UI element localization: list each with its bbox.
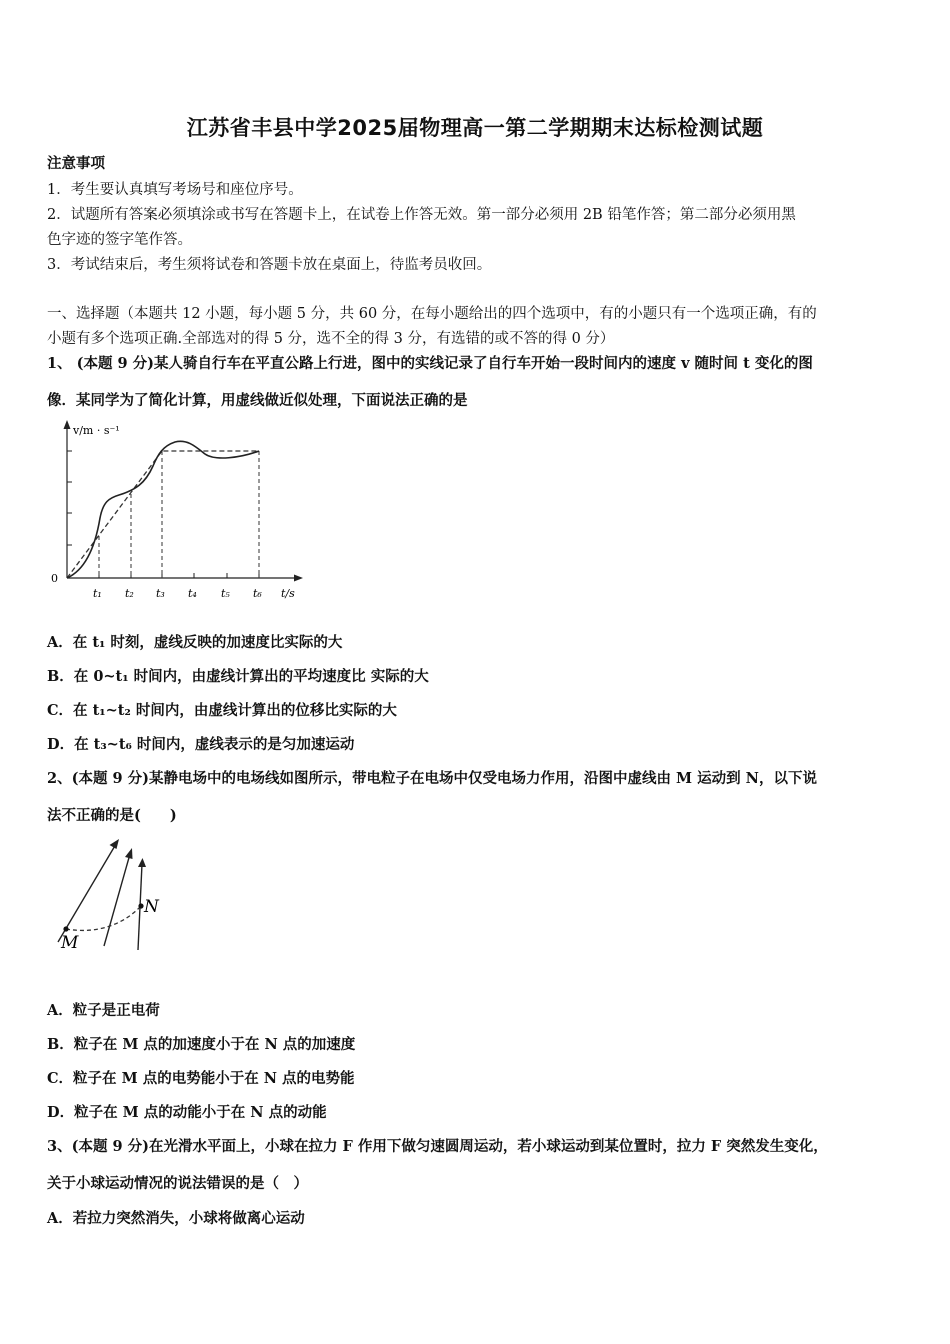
q2-stem-2: 法不正确的是( ) — [47, 807, 177, 824]
tick-label-t5: t₅ — [221, 587, 230, 600]
section-instructions-2: 小题有多个选项正确.全部选对的得 5 分，选不全的得 3 分，有选错的或不答的得 0 分） — [47, 331, 615, 347]
notice-item-1: 1．考生要认真填写考场号和座位序号。 — [47, 182, 303, 198]
electric-field-figure — [50, 834, 180, 960]
dashed-approximation-line — [67, 451, 259, 578]
q3-stem-1: 3、(本题 9 分)在光滑水平面上，小球在拉力 F 作用下做匀速圆周运动，若小球运动到某位置时，拉力 F 突然发生变化， — [47, 1138, 828, 1155]
point-n-label: N — [144, 897, 159, 917]
q2-option-a[interactable] — [47, 999, 160, 1020]
option-text: 粒子在 M 点的电势能小于在 N 点的电势能 — [73, 1070, 355, 1087]
option-label: B． — [47, 1036, 74, 1053]
tick-label-t2: t₂ — [125, 587, 134, 600]
v-axis-arrow — [64, 420, 71, 429]
exam-title: 江苏省丰县中学2025届物理高一第二学期期末达标检测试题 — [186, 116, 764, 140]
q1-option-a[interactable] — [47, 631, 342, 652]
field-line-3-arrow — [138, 858, 146, 867]
point-n-dot — [138, 903, 143, 908]
section-instructions-1: 一、选择题（本题共 12 小题，每小题 5 分，共 60 分，在每小题给出的四个选项中，有的小题只有一个选项正确，有的 — [47, 306, 817, 322]
option-label: C． — [47, 702, 74, 719]
option-text: 粒子在 M 点的加速度小于在 N 点的加速度 — [73, 1036, 356, 1053]
notice-item-2: 2．试题所有答案必须填涂或书写在答题卡上，在试卷上作答无效。第一部分必须用 2B 铅笔作答；第二部分必须用黑 — [47, 207, 796, 223]
q2-option-c[interactable] — [47, 1067, 355, 1088]
notice-item-2-cont: 色字迹的签字笔作答。 — [47, 232, 192, 248]
option-text: 在 t₃~t₆ 时间内，虚线表示的是匀加速运动 — [74, 736, 355, 753]
option-label: A． — [47, 634, 73, 651]
option-text: 在 0~t₁ 时间内，由虚线计算出的平均速度比 实际的大 — [73, 668, 429, 685]
q2-stem-1: 2、(本题 9 分)某静电场中的电场线如图所示，带电粒子在电场中仅受电场力作用，沿图中虚线由 M 运动到 N，以下说 — [47, 770, 817, 787]
option-label: D． — [47, 1104, 75, 1121]
q1-stem-1: 1、 (本题 9 分)某人骑自行车在平直公路上行进，图中的实线记录了自行车开始一段时间内的速度 v 随时间 t 变化的图 — [47, 355, 813, 372]
velocity-time-graph — [45, 418, 315, 604]
option-text: 在 t₁ 时刻，虚线反映的加速度比实际的大 — [72, 634, 343, 651]
notice-item-3: 3．考试结束后，考生须将试卷和答题卡放在桌面上，待监考员收回。 — [47, 257, 492, 273]
q1-option-b[interactable] — [47, 665, 429, 686]
t-axis-arrow — [294, 575, 303, 582]
q3-option-a[interactable] — [47, 1207, 305, 1228]
field-line-2-arrow — [125, 848, 133, 859]
actual-velocity-curve — [67, 441, 259, 578]
option-label: D． — [47, 736, 75, 753]
point-m-dot — [63, 926, 68, 931]
option-label: A． — [47, 1002, 73, 1019]
notice-heading: 注意事项 — [47, 155, 105, 172]
point-m-label: M — [61, 933, 79, 953]
option-text: 在 t₁~t₂ 时间内，由虚线计算出的位移比实际的大 — [73, 702, 397, 719]
tick-label-t4: t₄ — [188, 587, 197, 600]
q3-stem-2: 关于小球运动情况的说法错误的是（ ） — [47, 1175, 308, 1192]
field-line-2 — [104, 854, 130, 946]
t-axis-label: t/s — [281, 587, 295, 600]
tick-label-t6: t₆ — [253, 587, 262, 600]
option-text: 粒子是正电荷 — [72, 1002, 160, 1019]
tick-label-t1: t₁ — [93, 587, 102, 600]
option-text: 粒子在 M 点的动能小于在 N 点的动能 — [74, 1104, 327, 1121]
option-label: A． — [47, 1210, 73, 1227]
q1-option-c[interactable] — [47, 699, 397, 720]
option-text: 若拉力突然消失，小球将做离心运动 — [72, 1210, 305, 1227]
v-axis-label: v/m · s⁻¹ — [73, 424, 120, 437]
tick-label-t3: t₃ — [156, 587, 165, 600]
option-label: C． — [47, 1070, 74, 1087]
q2-option-b[interactable] — [47, 1033, 355, 1054]
option-label: B． — [47, 668, 74, 685]
field-line-1-arrow — [110, 839, 120, 849]
q2-option-d[interactable] — [47, 1101, 327, 1122]
origin-label: 0 — [51, 572, 58, 585]
q1-stem-2: 像．某同学为了简化计算，用虚线做近似处理，下面说法正确的是 — [47, 392, 468, 409]
q1-option-d[interactable] — [47, 733, 354, 754]
